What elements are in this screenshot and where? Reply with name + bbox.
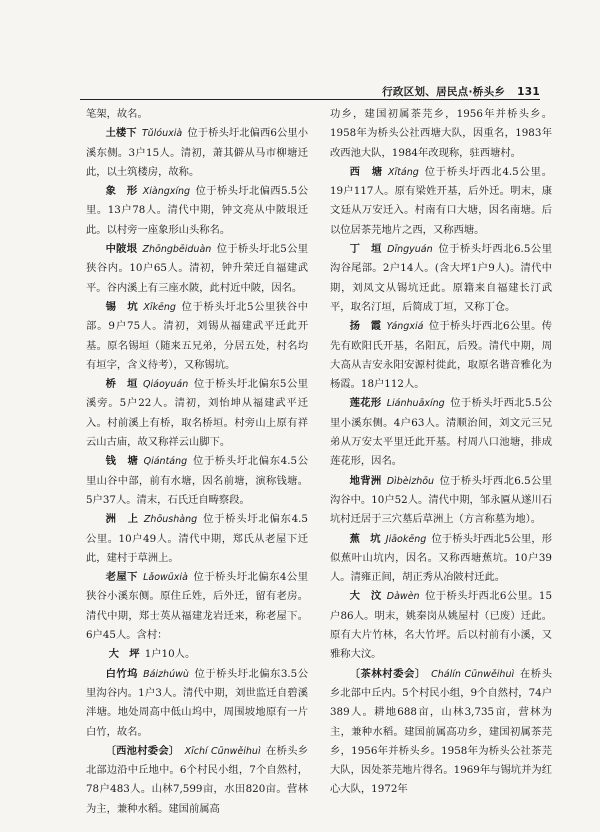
gazetteer-entry [330,163,552,240]
gazetteer-entry [86,298,308,375]
entry-pinyin: Dìbèizhōu [386,475,435,487]
section-title: 行政区划、居民点·桥头乡 [382,86,506,98]
entry-headword: 象 形 [105,185,138,198]
entry-headword: 老屋下 [105,571,138,584]
gazetteer-entry [330,472,552,530]
entry-body: 位于桥头圩西北6.5公里沟谷中。10户52人。清代中期，邹永匾从遂川石坑村迁居于三穴墓后草洲上（方言称墓为地）。 [330,474,552,526]
gazetteer-entry [86,240,308,298]
entry-pinyin: Zhōushàng [143,514,198,526]
gazetteer-entry [330,530,552,588]
entry-body: 位于桥头圩北偏东4.5公里。10户49人。清代中期，郑氏从老屋下迁此，建村于草洲上。 [86,513,308,564]
gazetteer-entry [330,105,552,163]
gazetteer-entry [330,240,552,317]
page-number: 131 [517,86,540,98]
entry-headword: 莲花形 [349,397,382,410]
entry-headword: 〔西池村委会〕 [105,744,180,757]
gazetteer-entry [86,105,308,124]
entry-headword: 丁 垣 [349,243,382,256]
gazetteer-entry [86,568,308,645]
entry-body: 位于桥头圩北5公里狭谷内。10户65人。清初，钟升荣迁自福建武平。谷内溪上有三座水陂，此村近中陂，因名。 [86,243,308,294]
entry-headword: 土楼下 [105,127,137,140]
entry-headword: 洲 上 [105,513,139,526]
entry-body: 位于桥头圩北5公里狭谷中部。9户75人。清初，刘锡从福建武平迁此开基。原名锡垣（随来五兄弟，分居五处，村名均有垣字，含义待考），又称锡坑。 [86,300,308,371]
entry-pinyin: Dàwèn [386,591,420,603]
entry-pinyin: Báizhúwù [143,668,189,680]
gazetteer-entry [330,394,552,471]
entry-body: 位于桥头圩西北5公里，形似蕉叶山坑内，因名。又称西塘蕉坑。10户39人。清雍正间，胡正秀从冶陂村迁此。 [330,532,552,584]
left-column [86,105,308,819]
gazetteer-entry [330,665,552,800]
entry-pinyin: Yángxiá [386,321,424,333]
entry-pinyin: Tǔlóuxià [141,128,183,140]
header-rule [80,99,540,100]
entry-headword: 锡 坑 [105,300,139,313]
entry-body: 位于桥头圩北偏东5公里溪旁。5户22人。清初，刘怡坤从福建武平迁入。村前溪上有桥，取名桥垣。村旁山上原有祥云山古庙，故又称祥云山脚下。 [86,378,308,449]
entry-pinyin: Xītáng [388,166,419,178]
entry-body: 位于桥头圩北偏西5.5公里。13户78人。清代中期，钟文亮从中陂垠迁此。以村旁一座象形山头称名。 [86,185,308,236]
gazetteer-entry [86,510,308,568]
entry-headword: 地背洲 [349,474,382,487]
entry-body: 位于桥头圩北偏东4.5公里山谷中部，前有水塘，因名前塘，演称钱塘。5户37人。清末，石氏迁自畴察段。 [86,455,308,506]
gazetteer-entry [330,317,552,394]
entry-headword: 西 塘 [349,165,383,178]
entry-body: 位于桥头圩西北6.5公里沟谷尾部。2户14人。(含大坪1户9人)。清代中期，刘凤文从锡坑迁此。原籍来自福建长汀武平，取名汀垣，后简成丁垣，又称丁仓。 [330,243,552,313]
entry-pinyin: Lǎowūxià [143,572,188,584]
gazetteer-entry [86,645,308,664]
entry-pinyin: Xīchí Cūnwěihuì [184,745,261,757]
entry-pinyin: Zhōngbēiduàn [142,244,212,256]
entry-pinyin: Xiàngxíng [142,186,191,198]
entry-headword: 〔茶林村委会〕 [349,667,426,680]
gazetteer-entry [330,587,552,664]
entry-pinyin: Liánhuāxíng [386,398,445,410]
entry-body: 笔架，故名。 [86,108,148,120]
entry-headword: 大 坪 [108,648,140,661]
entry-pinyin: Dīngyuán [387,244,433,256]
entry-headword: 扬 霞 [349,320,382,333]
entry-pinyin: Qiántáng [143,456,188,468]
entry-body: 功乡，建国初属茶芫乡，1956年并桥头乡。1958年为桥头公社西塘大队，因重名，1983年改西池大队，1984年改现称，驻西塘村。 [330,108,552,159]
entry-body: 1户10人。 [144,648,196,661]
entry-body: 位于桥头圩西北4.5公里。19户117人。原有梁姓开基，后外迁。明末，康文廷从万安迁入。村南有口大塘，因名南塘。后以位居茶芫地片之西，又称西塘。 [330,165,552,236]
gazetteer-entry [86,375,308,452]
entry-headword: 中陂垠 [105,243,138,256]
entry-pinyin: Qiáoyuán [143,379,189,391]
gazetteer-entry [86,124,308,182]
entry-body: 位于桥头圩西北6公里。传先有欧阳氏开基，名阳瓦，后殁。清代中期，周大高从吉安永阳安源村徙此，取原名谐音雅化为杨霞。18户112人。 [330,320,552,391]
entry-headword: 白竹坞 [105,667,138,680]
entry-body: 在桥头乡北部边沿中丘地中。6个村民小组，7个自然村，78户483人。山林7,599亩，水田820亩。营林为主，兼种水稻。建国前属高 [86,744,308,815]
entry-headword: 大 汶 [349,590,382,603]
entry-pinyin: Jiāokēng [385,533,427,545]
entry-pinyin: Xīkēng [143,301,176,313]
entry-body: 位于桥头圩北偏东3.5公里沟谷内。1户3人。清代中期，刘世监迁自碧溪泮塘。地处周高中低山坞中，周围坡地原有一片白竹，故名。 [86,667,308,738]
right-column [330,105,552,800]
gazetteer-entry [86,452,308,510]
entry-headword: 蕉 坑 [349,532,381,545]
gazetteer-entry [86,742,308,819]
gazetteer-entry [86,182,308,240]
entry-body: 位于桥头圩北偏东4公里狭谷小溪东侧。原住丘姓，后外迁，留有老房。清代中期，郑士英从福建龙岩迁来，称老屋下。6户45人。含村： [86,571,308,642]
entry-body: 在桥头乡北部中丘内。5个村民小组，9个自然村，74户389人。耕地688亩，山林3,735亩，营林为主，兼种水稻。建国前属高功乡，建国初属茶芫乡，1956年并桥头乡。1958年为桥头公社茶芫大队，因处茶芫地片得名。1969年与锡坑并为红心大队，1972年 [330,667,553,796]
entry-body: 位于桥头圩北偏西6公里小溪东侧。3户15人。清初，萧其僻从马市柳塘迁此，以土筑楼房，故称。 [86,127,308,178]
entry-headword: 钱 塘 [105,455,139,468]
gazetteer-entry [86,665,308,742]
entry-pinyin: Chálín Cūnwěihuì [431,668,515,680]
entry-body: 位于桥头圩西北5.5公里小溪东侧。4户63人。清顺治间，刘文元三兄弟从万安太平里迁此开基。村周八口池塘，排成莲花形，因名。 [330,397,552,468]
entry-body: 位于桥头圩西北6公里。15户86人。明末，姚秦岗从姚屋村（已废）迁此。原有大片竹林，名大竹坪。后以村前有小溪，又雅称大汶。 [330,590,553,661]
entry-headword: 桥 垣 [105,378,138,391]
running-header [300,84,540,99]
